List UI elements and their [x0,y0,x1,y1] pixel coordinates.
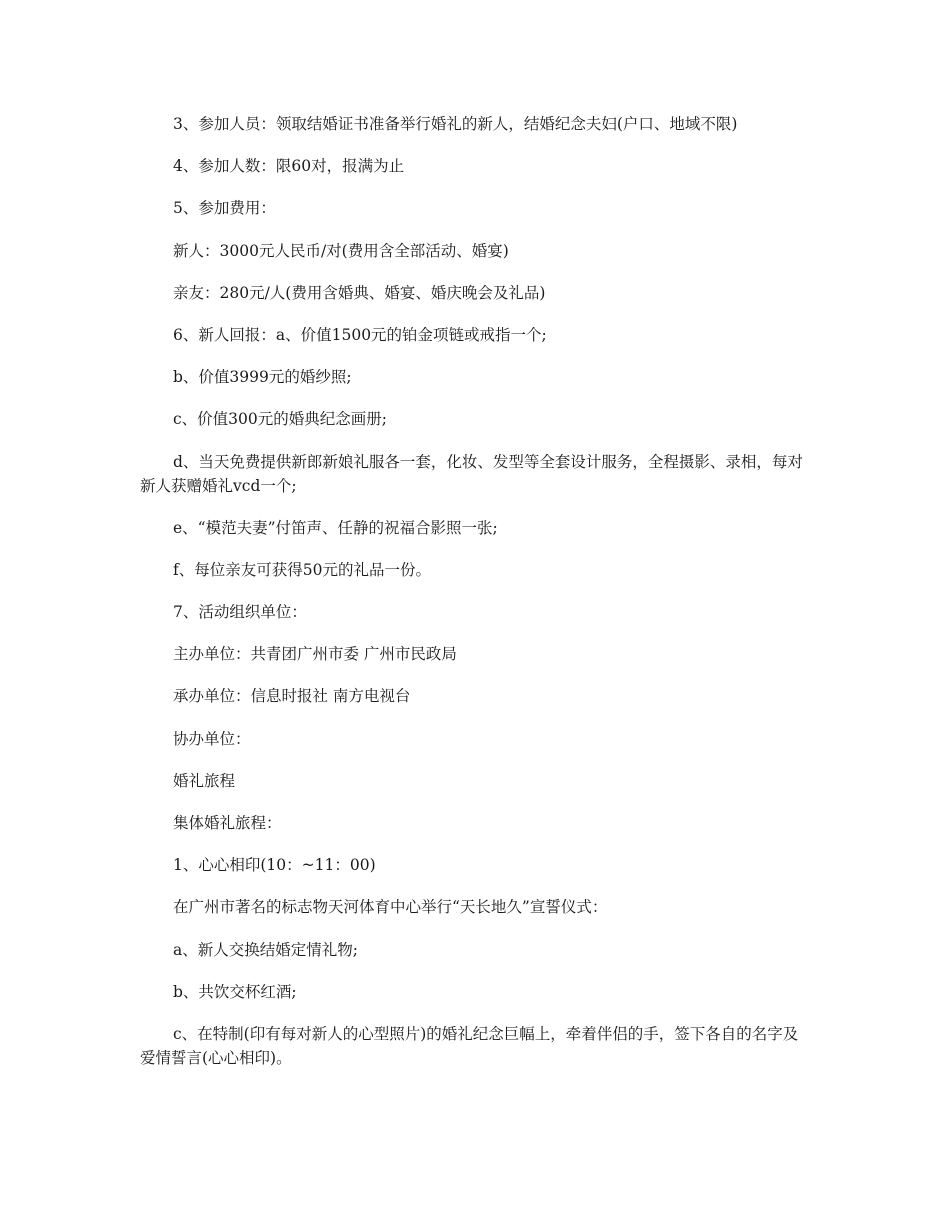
paragraph: 1、心心相印(10：~11：00) [173,856,376,875]
paragraph: 6、新人回报：a、价值1500元的铂金项链或戒指一个; [173,325,547,344]
paragraph: 承办单位：信息时报社 南方电视台 [173,687,411,706]
paragraph: 婚礼旅程 [173,771,236,790]
paragraph: 协办单位： [173,729,251,748]
paragraph: f、每位亲友可获得50元的礼品一份。 [173,560,431,579]
paragraph: 亲友：280元/人(费用含婚典、婚宴、婚庆晚会及礼品) [173,283,546,302]
paragraph: b、价值3999元的婚纱照; [173,368,352,387]
paragraph: 5、参加费用： [173,199,276,218]
paragraph: 7、活动组织单位： [173,603,307,622]
paragraph: 在广州市著名的标志物天河体育中心举行“天长地久”宣誓仪式： [173,898,608,917]
paragraph: 3、参加人员：领取结婚证书准备举行婚礼的新人，结婚纪念夫妇(户口、地域不限) [173,115,738,133]
paragraph: 4、参加人数：限60对，报满为止 [173,157,405,176]
paragraph: a、新人交换结婚定情礼物; [173,940,358,959]
paragraph: b、共饮交杯红酒; [173,982,297,1001]
paragraph: 集体婚礼旅程： [173,814,282,832]
paragraph: d、当天免费提供新郎新娘礼服各一套，化妆、发型等全套设计服务，全程摄影、录相，每对新人获赠婚礼vcd一个; [140,452,803,495]
paragraph: 主办单位：共青团广州市委 广州市民政局 [173,645,457,664]
paragraph: c、价值300元的婚典纪念画册; [173,410,387,429]
paragraph: 新人：3000元人民币/对(费用含全部活动、婚宴) [173,241,509,260]
paragraph: c、在特制(印有每对新人的心型照片)的婚礼纪念巨幅上，牵着伴侣的手，签下各自的名字及爱情誓言(心心相印)。 [140,1024,799,1067]
paragraph: e、“模范夫妻”付笛声、任静的祝福合影照一张; [173,518,498,537]
document-body [140,112,812,1070]
